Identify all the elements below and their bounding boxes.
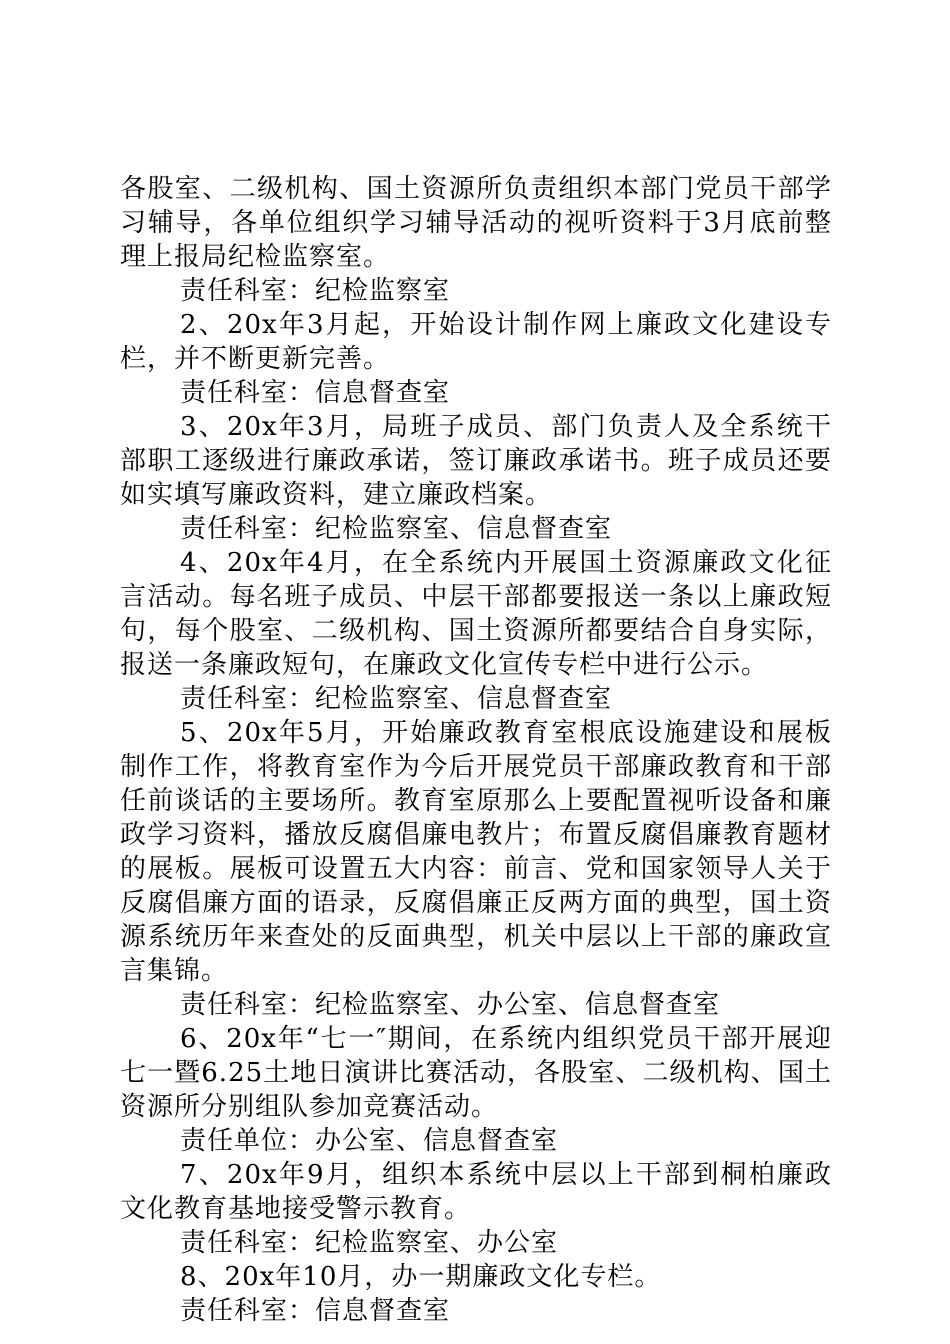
responsible-dept-2: 责任科室：信息督查室 bbox=[180, 378, 451, 408]
responsible-dept-7: 责任科室：纪检监察室、办公室 bbox=[180, 1228, 559, 1258]
responsible-dept-3: 责任科室：纪检监察室、信息督查室 bbox=[180, 514, 613, 544]
responsible-dept-5: 责任科室：纪检监察室、办公室、信息督查室 bbox=[180, 990, 721, 1020]
item-3: 3、20x年3月，局班子成员、部门负责人及全系统干部职工逐级进行廉政承诺，签订廉政承诺书。班子成员还要如实填写廉政资料，建立廉政档案。 bbox=[120, 412, 832, 510]
item-4: 4、20x年4月，在全系统内开展国土资源廉政文化征言活动。每名班子成员、中层干部都要报送一条以上廉政短句，每个股室、二级机构、国土资源所都要结合自身实际，报送一条廉政短句，在廉政文化宣传专栏中进行公示。 bbox=[120, 548, 832, 680]
item-8: 8、20x年10月，办一期廉政文化专栏。 bbox=[180, 1262, 662, 1292]
item-2: 2、20x年3月起，开始设计制作网上廉政文化建设专栏，并不断更新完善。 bbox=[120, 310, 832, 374]
paragraph-intro: 各股室、二级机构、国土资源所负责组织本部门党员干部学习辅导，各单位组织学习辅导活动的视听资料于3月底前整理上报局纪检监察室。 bbox=[120, 174, 832, 272]
responsible-dept-4: 责任科室：纪检监察室、信息督查室 bbox=[180, 684, 613, 714]
item-7: 7、20x年9月，组织本系统中层以上干部到桐柏廉政文化教育基地接受警示教育。 bbox=[120, 1160, 832, 1224]
responsible-dept-1: 责任科室：纪检监察室 bbox=[180, 276, 451, 306]
responsible-unit-6: 责任单位：办公室、信息督查室 bbox=[180, 1126, 559, 1156]
item-6: 6、20x年“七一″期间，在系统内组织党员干部开展迎七一暨6.25土地日演讲比赛活动，各股室、二级机构、国土资源所分别组队参加竞赛活动。 bbox=[120, 1024, 832, 1122]
responsible-dept-8: 责任科室：信息督查室 bbox=[180, 1296, 451, 1326]
document-page bbox=[120, 172, 832, 1328]
item-5: 5、20x年5月，开始廉政教育室根底设施建设和展板制作工作，将教育室作为今后开展党员干部廉政教育和干部任前谈话的主要场所。教育室原那么上要配置视听设备和廉政学习资料，播放反腐倡廉电教片；布置反腐倡廉教育题材的展板。展板可设置五大内容：前言、党和国家领导人关于反腐倡廉方面的语录，反腐倡廉正反两方面的典型，国土资源系统历年来查处的反面典型，机关中层以上干部的廉政宣言集锦。 bbox=[120, 718, 832, 986]
